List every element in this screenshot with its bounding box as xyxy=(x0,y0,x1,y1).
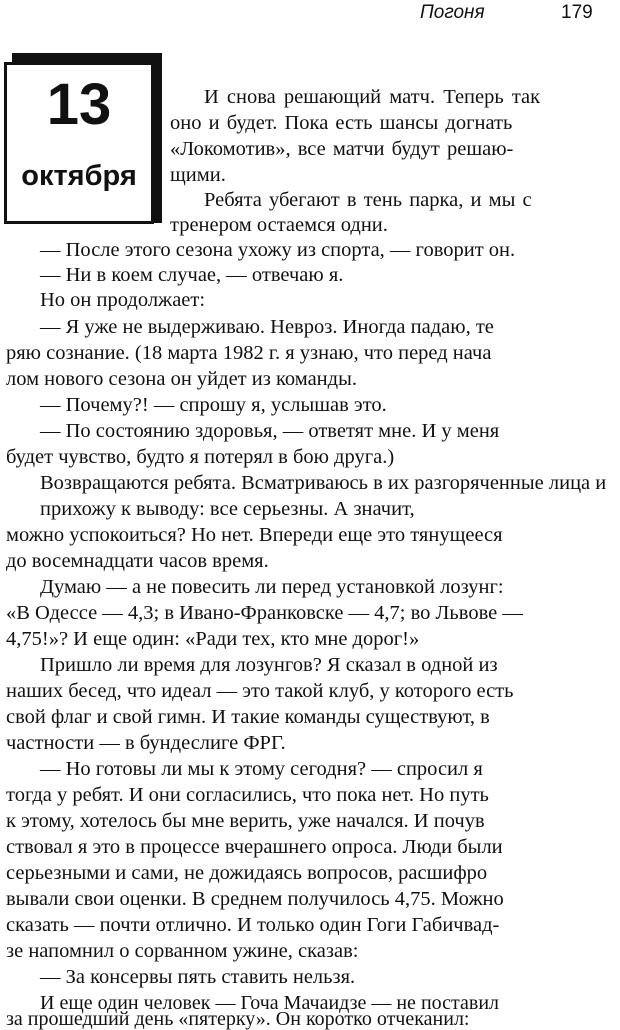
text-line: — Почему?! — спрошу я, услышав это. xyxy=(40,394,387,416)
text-line: к этому, хотелось бы мне верить, уже начался. И почув xyxy=(6,810,485,832)
text-line: — За консервы пять ставить нельзя. xyxy=(40,966,356,988)
text-line: Пришло ли время для лозунгов? Я сказал в одной из xyxy=(40,654,498,676)
text-line: щими. xyxy=(170,164,226,186)
text-line: — Ни в коем случае, — отвечаю я. xyxy=(40,264,344,286)
text-line: И еще один человек — Гоча Мачаидзе — не поставил xyxy=(40,992,500,1014)
text-line: лом нового сезона он уйдет из команды. xyxy=(6,368,357,390)
date-day: 13 xyxy=(46,72,112,137)
text-line: до восемнадцати часов время. xyxy=(6,550,269,572)
text-line: 4,75!»? И еще один: «Ради тех, кто мне дорог!» xyxy=(6,628,420,650)
text-line: тренером остаемся одни. xyxy=(170,214,388,236)
text-line: Думаю — а не повесить ли перед установкой лозунг: xyxy=(40,576,504,598)
text-line: ряю сознание. (18 марта 1982 г. я узнаю, что перед нача xyxy=(6,342,492,364)
text-line: можно успокоиться? Но нет. Впереди еще это тянущееся xyxy=(6,524,503,546)
text-line: оно и будет. Пока есть шансы догнать xyxy=(170,112,513,134)
text-line: наших бесед, что идеал — это такой клуб, у которого есть xyxy=(6,680,514,702)
text-line: Ребята убегают в тень парка, и мы с xyxy=(204,189,532,211)
text-line: — Я уже не выдерживаю. Невроз. Иногда падаю, те xyxy=(40,316,494,338)
text-line: ствовал я это в процессе вчерашнего опроса. Люди были xyxy=(6,836,503,858)
text-line: И снова решающий матч. Теперь так xyxy=(204,86,541,108)
running-title: Погоня xyxy=(420,2,485,23)
text-line: Но он продолжает: xyxy=(40,289,206,311)
text-line: за прошедший день «пятерку». Он коротко отчеканил: xyxy=(6,1008,470,1030)
text-line: серьезными и сами, не дожидаясь вопросов, расшифро xyxy=(6,862,488,884)
text-line: частности — в бундеслиге ФРГ. xyxy=(6,732,286,754)
text-line: свой флаг и свой гимн. И такие команды существуют, в xyxy=(6,706,490,728)
text-line: — Но готовы ли мы к этому сегодня? — спросил я xyxy=(40,758,483,780)
text-line: Возвращаются ребята. Всматриваюсь в их разгоряченные лица и прихожу к выводу: все серьезны. А значит, xyxy=(40,472,607,520)
date-month: октября xyxy=(21,160,137,192)
text-line: «Локомотив», все матчи будут решаю- xyxy=(170,138,514,160)
text-line: вывали свои оценки. В среднем получилось 4,75. Можно xyxy=(6,888,504,910)
text-line: — После этого сезона ухожу из спорта, — говорит он. xyxy=(40,239,516,261)
text-line: будет чувство, будто я потерял в бою друга.) xyxy=(6,446,395,468)
text-line: — По состоянию здоровья, — ответят мне. И у меня xyxy=(40,420,500,442)
text-line: сказать — почти отлично. И только один Гоги Габичвад- xyxy=(6,914,500,936)
text-line: «В Одессе — 4,3; в Ивано-Франковске — 4,7; во Львове — xyxy=(6,602,523,624)
page-number: 179 xyxy=(561,2,593,23)
text-line: зе напомнил о сорванном ужине, сказав: xyxy=(6,940,359,962)
text-line: тогда у ребят. И они согласились, что пока нет. Но путь xyxy=(6,784,489,806)
